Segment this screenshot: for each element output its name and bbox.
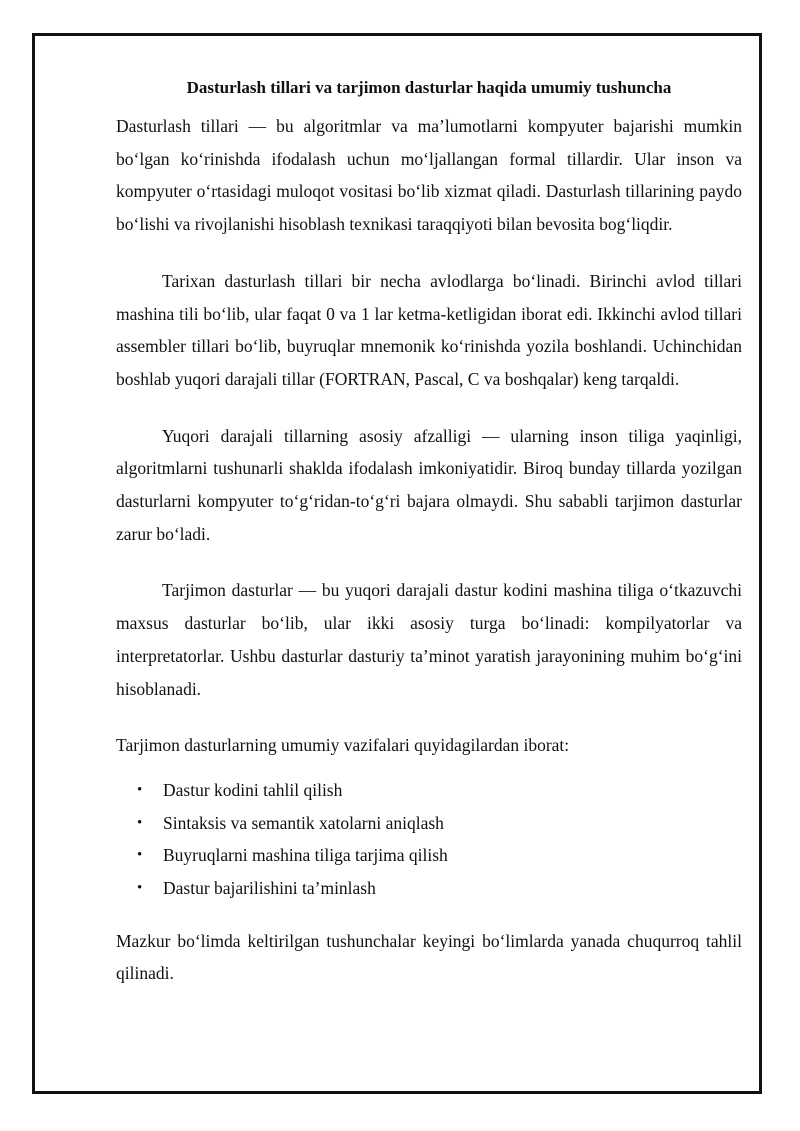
paragraph-advantages: Yuqori darajali tillarning asosiy afzalligi — ularning inson tiliga yaqinligi, algoritmlarni tushunarli shaklda ifodalash imkoniyatidir. Biroq bunday tillarda yozilgan dasturlarni kompyuter to‘g‘ridan-to‘g‘ri bajara olmaydi. Shu sababli tarjimon dasturlar zarur bo‘ladi. (116, 425, 742, 544)
list-item-text: Sintaksis va semantik xatolarni aniqlash (163, 812, 444, 833)
task-list (116, 774, 742, 905)
list-item (116, 872, 742, 905)
document-title: Dasturlash tillari va tarjimon dasturlar haqida umumiy tushuncha (186, 78, 672, 97)
document-body (116, 74, 742, 1014)
bullet-icon: • (137, 781, 143, 798)
list-item (116, 839, 742, 872)
bullet-icon: • (137, 880, 143, 897)
list-item (116, 774, 742, 807)
list-intro: Tarjimon dasturlarning umumiy vazifalari quyidagilardan iborat: (116, 735, 570, 756)
list-item (116, 807, 742, 840)
paragraph-definition: Dasturlash tillari — bu algoritmlar va ma’lumotlarni kompyuter bajarishi mumkin bo‘lgan ko‘rinishda ifodalash uchun mo‘ljallangan formal tillardir. Ular inson va kompyuter o‘rtasidagi muloqot vositasi bo‘lib xizmat qiladi. Dasturlash tillarining paydo bo‘lishi va rivojlanishi hisoblash texnikasi taraqqiyoti bilan bevosita bog‘liqdir. (116, 116, 742, 235)
list-item-text: Buyruqlarni mashina tiliga tarjima qilish (163, 845, 448, 866)
list-item-text: Dastur kodini tahlil qilish (163, 779, 343, 800)
paragraph-conclusion: Mazkur bo‘limda keltirilgan tushunchalar keyingi bo‘limlarda yanada chuqurroq tahlil qilinadi. (116, 930, 742, 984)
list-item-text: Dastur bajarilishini ta’minlash (163, 878, 376, 899)
paragraph-history: Tarixan dasturlash tillari bir necha avlodlarga bo‘linadi. Birinchi avlod tillari mashina tili bo‘lib, ular faqat 0 va 1 lar ketma-ketligidan iborat edi. Ikkinchi avlod tillari assembler tillari bo‘lib, buyruqlar mnemonik ko‘rinishda yozila boshlandi. Uchinchidan boshlab yuqori darajali tillar (FORTRAN, Pascal, C va boshqalar) keng tarqaldi. (116, 270, 742, 389)
bullet-icon: • (137, 847, 143, 864)
paragraph-translators: Tarjimon dasturlar — bu yuqori darajali dastur kodini mashina tiliga o‘tkazuvchi maxsus dasturlar bo‘lib, ular ikki asosiy turga bo‘linadi: kompilyatorlar va interpretatorlar. Ushbu dasturlar dasturiy ta’minot yaratish jarayonining muhim bo‘g‘ini hisoblanadi. (116, 580, 742, 699)
bullet-icon: • (137, 814, 143, 831)
